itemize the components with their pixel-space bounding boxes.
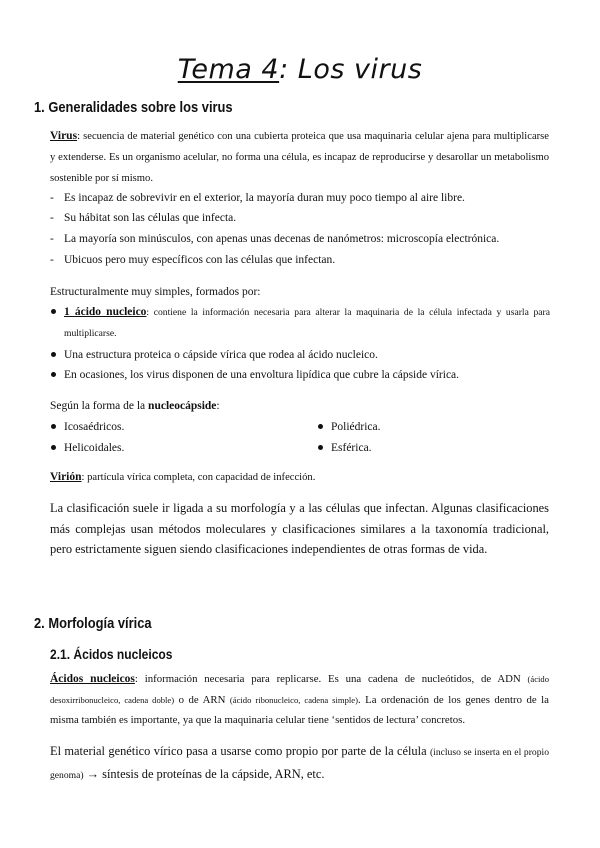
bullet-item-2 [50, 345, 550, 365]
virion-definition [50, 467, 315, 488]
section-1-heading: 1. Generalidades sobre los virus [34, 99, 233, 116]
dash-marker: - [50, 212, 54, 224]
dash-marker: - [50, 254, 54, 266]
shape-intro [50, 396, 220, 416]
nucleic-acids-text-1: : información necesaria para replicarse. Es una cadena de nucleótidos, de ADN [134, 673, 528, 685]
bullet-marker [51, 424, 56, 429]
nucleic-acids-dna-note: (ácido desoxirribonucleico, cadena doble) [50, 674, 549, 705]
bullet-item-text [64, 302, 550, 344]
nucleic-acids-definition [50, 669, 549, 731]
bullet-marker [318, 424, 323, 429]
shape-item-text: Poliédrica. [331, 421, 381, 433]
genetic-material-text-1: El material genético vírico pasa a usarse como propio por parte de la célula [50, 744, 430, 758]
genetic-material-text-2: → síntesis de proteínas de la cápside, ARN, etc. [83, 766, 325, 781]
shape-item-icosahedral [50, 417, 270, 437]
nucleic-acid-term: 1 ácido nucleico [64, 306, 147, 318]
dash-marker: - [50, 192, 54, 204]
shape-item-spherical [317, 438, 517, 458]
bullet-marker [51, 372, 56, 377]
virus-definition [50, 126, 549, 189]
bullet-item-text: En ocasiones, los virus disponen de una envoltura lipídica que cubre la cápside vírica. [64, 369, 460, 381]
virus-term: Virus [50, 130, 78, 142]
bullet-marker [51, 309, 56, 314]
shape-item-text: Esférica. [331, 442, 372, 454]
page-title [0, 54, 600, 85]
title-main: Tema 4 [177, 54, 280, 85]
bullet-item-text: Una estructura proteica o cápside vírica que rodea al ácido nucleico. [64, 349, 378, 361]
virion-term: Virión [50, 471, 82, 483]
bullet-marker [318, 445, 323, 450]
nucleic-acid-text: : contiene la información necesaria para alterar la maquinaria de la célula infectada y usarla para multiplicarse. [64, 307, 550, 339]
virion-text: : partícula vírica completa, con capacidad de infección. [81, 472, 316, 483]
classification-paragraph: La clasificación suele ir ligada a su morfología y a las células que infectan. Algunas clasificaciones más complejas usan métodos moleculares y clasificaciones similares a la taxonomía tradicional, pero estrictamente siguen siendo clasificaciones independientes de otras formas de vida. [50, 501, 549, 556]
shape-item-text: Helicoidales. [64, 442, 125, 454]
bullet-item-3 [50, 365, 550, 385]
shape-intro-text: Según la forma de la [50, 400, 149, 412]
dash-item-text: Es incapaz de sobrevivir en el exterior, la mayoría duran muy poco tiempo al aire libre. [64, 192, 465, 204]
virus-definition-text: : secuencia de material genético con una cubierta proteica que usa maquinaria celular ajena para multiplicarse y extenderse. Es un organismo acelular, no forma una célula, es incapaz de reproducirse y desarollar un metabolismo sostenible por sí mismo. [50, 131, 549, 184]
structure-intro: Estructuralmente muy simples, formados por: [50, 286, 261, 298]
shape-intro-colon: : [216, 400, 220, 412]
section-2-heading: 2. Morfología vírica [34, 615, 152, 632]
shape-item-text: Icosaédricos. [64, 421, 125, 433]
shape-item-polyhedral [317, 417, 517, 437]
nucleic-acids-term: Ácidos nucleicos [50, 673, 135, 685]
dash-marker: - [50, 233, 54, 245]
nucleic-acids-text-3: . La ordenación de los genes dentro de la misma también es importante, ya que la maquinaria celular tiene ‘sentidos de lectura’ concretos. [50, 693, 549, 726]
shape-item-helical [50, 438, 270, 458]
bullet-item-1 [50, 302, 550, 344]
genetic-material-paragraph [50, 741, 549, 786]
genetic-material-note: (incluso se inserta en el propio genoma) [50, 747, 549, 781]
dash-item-text: La mayoría son minúsculos, con apenas unas decenas de nanómetros: microscopía electrónica. [64, 233, 500, 245]
nucleic-acids-text-2: o de ARN [174, 693, 230, 706]
dash-item-text: Su hábitat son las células que infecta. [64, 212, 237, 224]
nucleic-acids-rna-note: (ácido ribonucleico, cadena simple) [229, 694, 358, 705]
bullet-marker [51, 445, 56, 450]
nucleocapsid-term: nucleocápside [148, 400, 217, 412]
dash-item-text: Ubicuos pero muy específicos con las células que infectan. [64, 254, 336, 266]
bullet-marker [51, 352, 56, 357]
title-rest: : Los virus [279, 54, 423, 85]
subsection-2-1-heading: 2.1. Ácidos nucleicos [50, 646, 173, 662]
